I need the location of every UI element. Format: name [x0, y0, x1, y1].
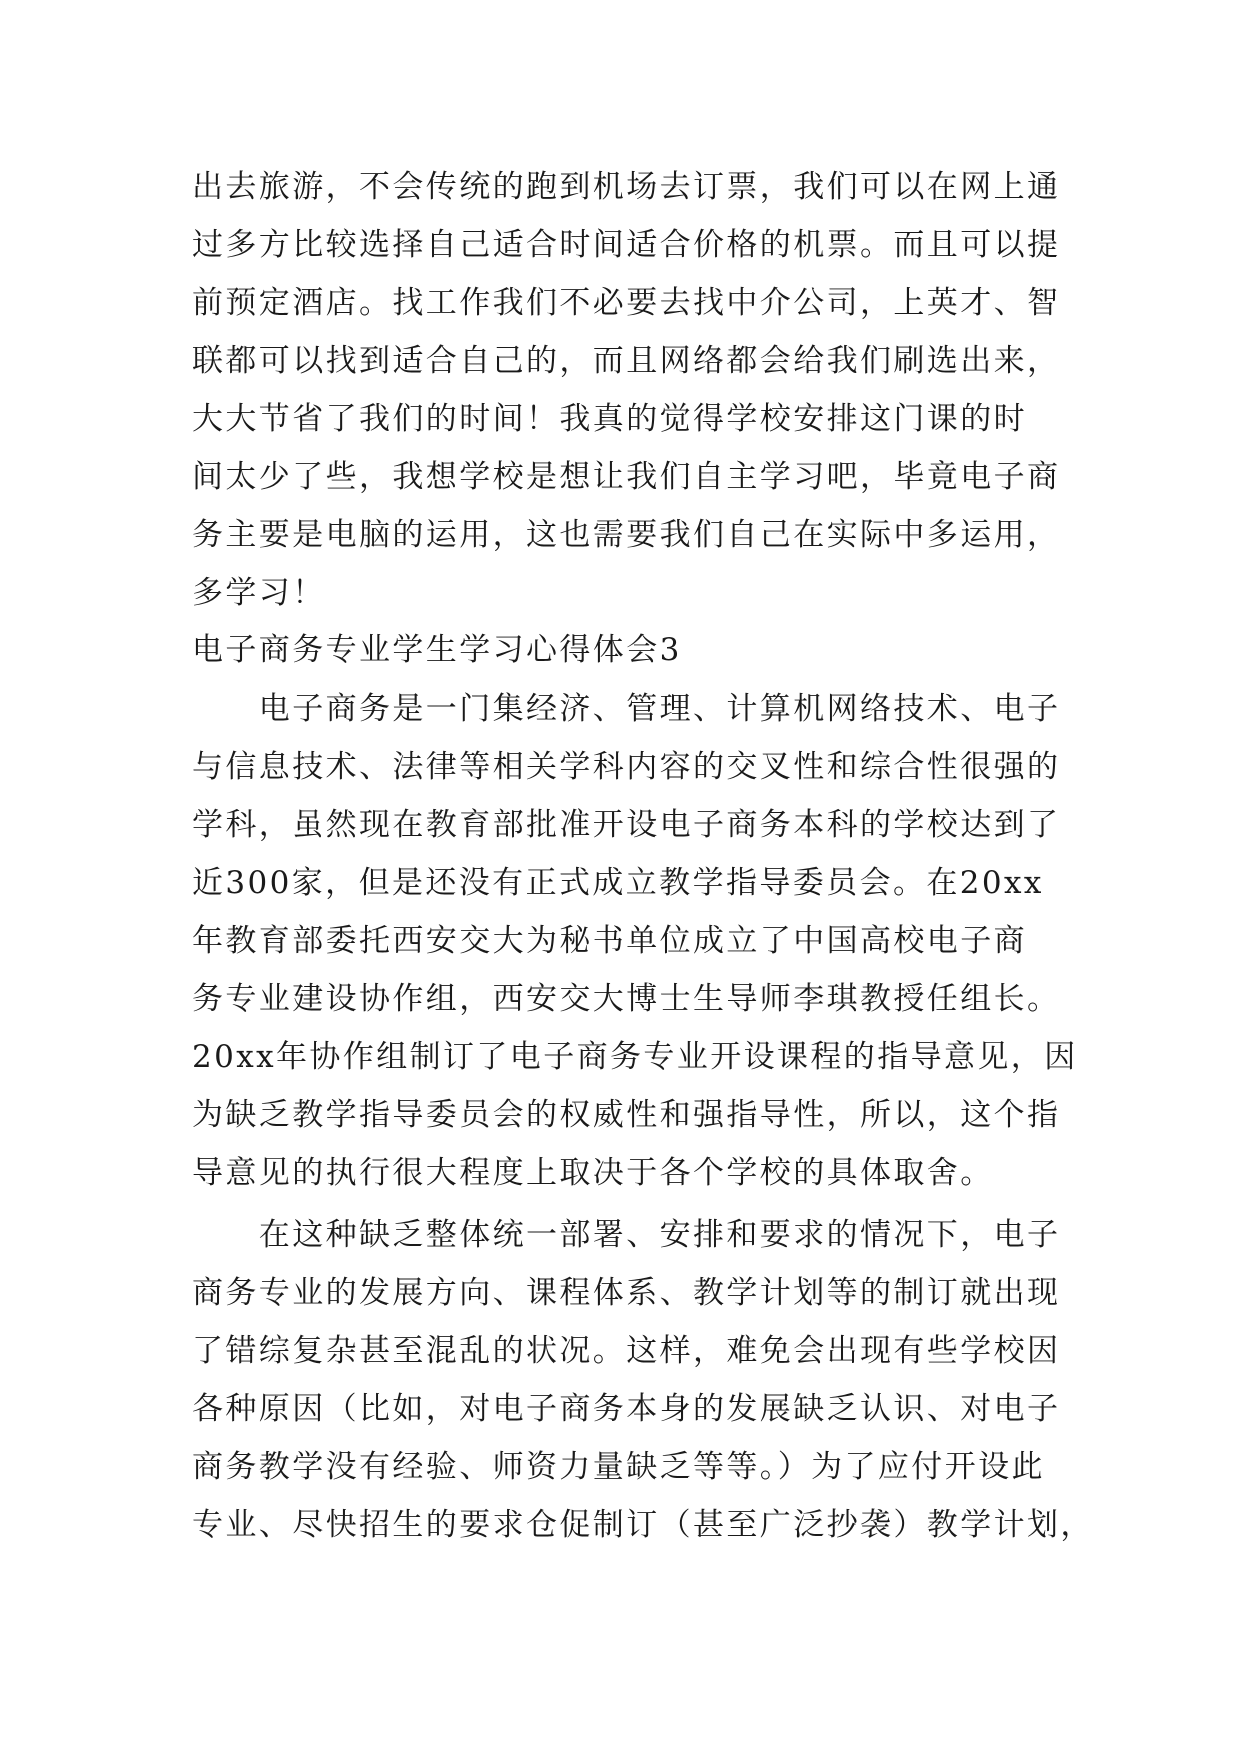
text-line: 了错综复杂甚至混乱的状况。这样，难免会出现有些学校因 [192, 1333, 1061, 1369]
text-line: 前预定酒店。找工作我们不必要去找中介公司，上英才、智 [192, 285, 1061, 321]
section-heading-text: 电子商务专业学生学习心得体会3 [192, 632, 682, 668]
paragraph-2 [192, 1206, 1094, 1554]
text-line: 大大节省了我们的时间！我真的觉得学校安排这门课的时 [192, 401, 1027, 437]
section-heading [192, 621, 1072, 679]
text-line: 出去旅游，不会传统的跑到机场去订票，我们可以在网上通 [192, 169, 1061, 205]
text-line: 与信息技术、法律等相关学科内容的交叉性和综合性很强的 [192, 749, 1061, 785]
text-line: 务专业建设协作组，西安交大博士生导师李琪教授任组长。 [192, 981, 1061, 1017]
text-line: 学科，虽然现在教育部批准开设电子商务本科的学校达到了 [192, 807, 1061, 843]
text-line: 近300家，但是还没有正式成立教学指导委员会。在20xx [192, 865, 1044, 901]
text-line: 20xx年协作组制订了电子商务专业开设课程的指导意见，因 [192, 1039, 1078, 1075]
text-line: 专业、尽快招生的要求仓促制订（甚至广泛抄袭）教学计划， [192, 1507, 1094, 1543]
text-line: 导意见的执行很大程度上取决于各个学校的具体取舍。 [192, 1155, 994, 1191]
text-line: 电子商务是一门集经济、管理、计算机网络技术、电子 [192, 691, 1061, 727]
text-line: 商务专业的发展方向、课程体系、教学计划等的制订就出现 [192, 1275, 1061, 1311]
text-line: 商务教学没有经验、师资力量缺乏等等。）为了应付开设此 [192, 1449, 1045, 1485]
text-line: 各种原因（比如，对电子商务本身的发展缺乏认识、对电子 [192, 1391, 1061, 1427]
text-line: 务主要是电脑的运用，这也需要我们自己在实际中多运用， [192, 517, 1061, 553]
text-line: 间太少了些，我想学校是想让我们自主学习吧，毕竟电子商 [192, 459, 1061, 495]
text-line: 联都可以找到适合自己的，而且网络都会给我们刷选出来， [192, 343, 1061, 379]
continuation-paragraph [192, 158, 1072, 622]
paragraph-1 [192, 680, 1078, 1202]
text-line: 多学习！ [192, 575, 326, 611]
text-line: 在这种缺乏整体统一部署、安排和要求的情况下，电子 [192, 1217, 1061, 1253]
text-line: 过多方比较选择自己适合时间适合价格的机票。而且可以提 [192, 227, 1061, 263]
text-line: 为缺乏教学指导委员会的权威性和强指导性，所以，这个指 [192, 1097, 1061, 1133]
text-line: 年教育部委托西安交大为秘书单位成立了中国高校电子商 [192, 923, 1027, 959]
